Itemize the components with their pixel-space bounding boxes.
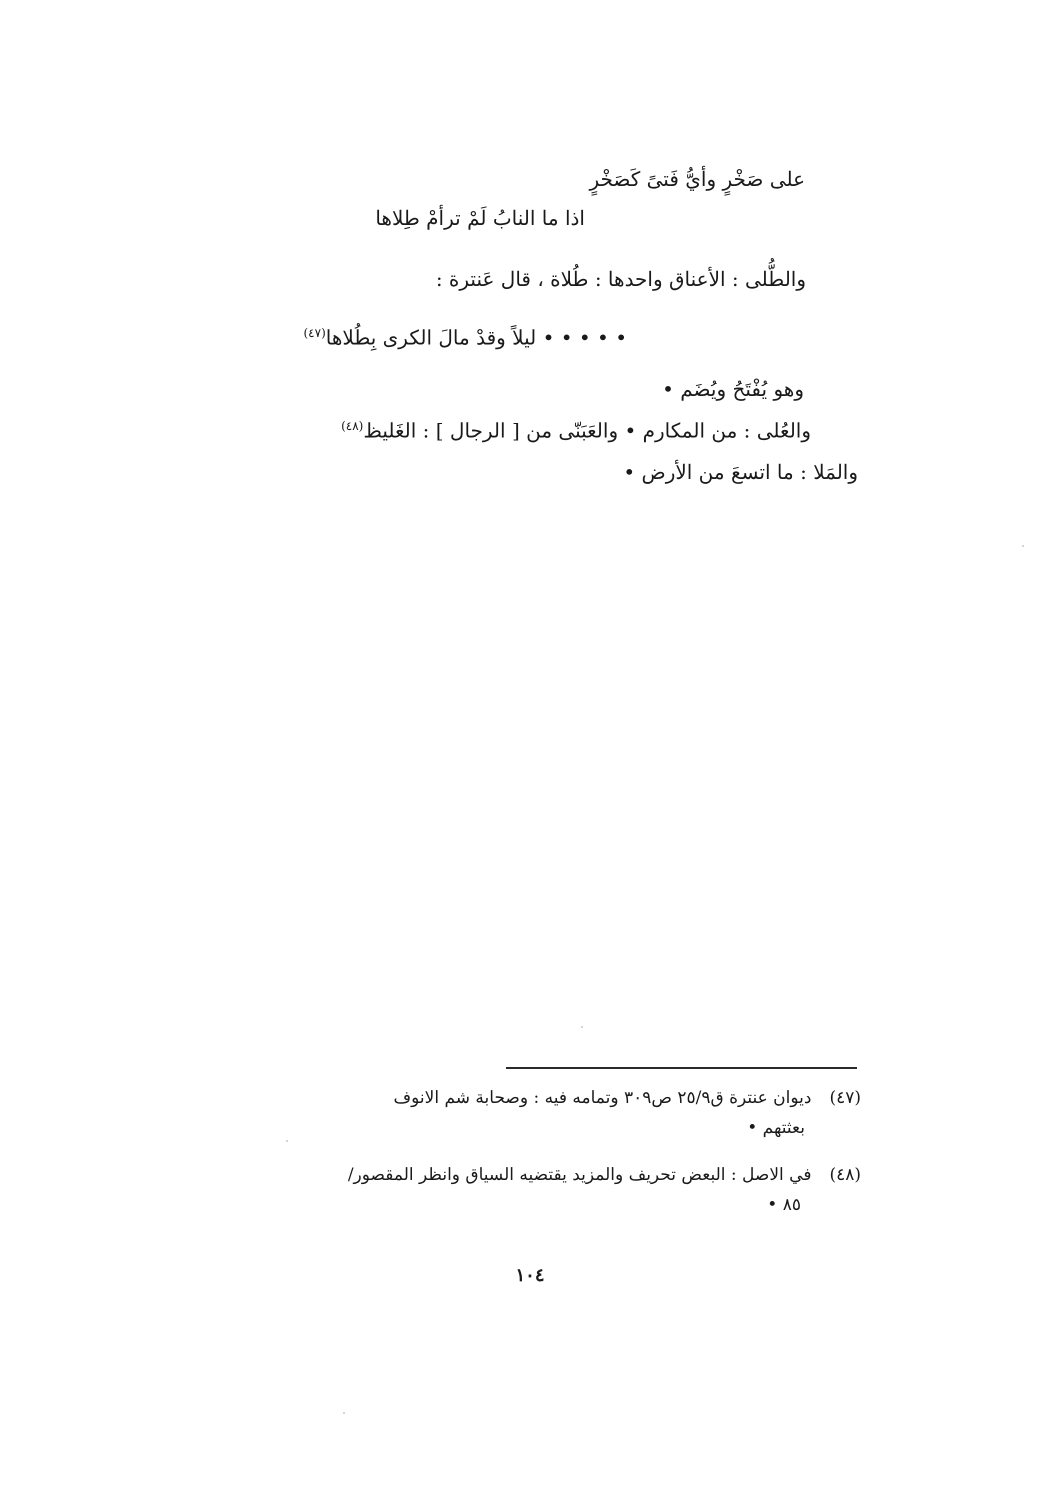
scan-speck — [581, 1026, 583, 1028]
footnote-text: في الاصل : البعض تحريف والمزيد يقتضيه السياق وانظر المقصور/ — [347, 1165, 812, 1185]
footnote-48-continued: ٨٥ • — [767, 1195, 801, 1215]
footnote-number: (٤٨) — [829, 1165, 861, 1185]
footnote-text: ديوان عنترة ق٢٥/٩ ص٣٠٩ وتمامه فيه : وصحابة شم الانوف — [393, 1088, 812, 1108]
body-text: والعُلى : من المكارم • والعَبَنّى من [ الرجال ] : الغَليظ — [363, 418, 811, 443]
verse-text: • • • • • ليلاً وقدْ مالَ الكرى بِطُلاها — [325, 325, 627, 350]
body-line-5: وهو يُفْتَحُ ويُضَم • — [662, 377, 804, 401]
scan-speck — [343, 1412, 345, 1414]
verse-line-1: على صَخْرٍ وأيُّ فَتىً كَصَخْرٍ — [589, 167, 805, 191]
verse-line-4 — [303, 318, 627, 353]
verse-line-2: اذا ما النابُ لَمْ ترأمْ طِلاها — [375, 206, 585, 230]
footnote-47 — [394, 1085, 861, 1111]
scan-speck — [286, 1140, 288, 1142]
footnote-47-continued: بعثتهم • — [747, 1118, 805, 1138]
footnote-number: (٤٧) — [829, 1088, 861, 1108]
body-line-7: والمَلا : ما اتسعَ من الأرض • — [623, 460, 858, 484]
body-line-6 — [341, 411, 811, 446]
body-line-3: والطُّلى : الأعناق واحدها : طُلاة ، قال عَنترة : — [435, 267, 806, 291]
footnote-ref-47: (٤٧) — [303, 326, 326, 340]
page-number: ١٠٤ — [515, 1265, 545, 1286]
footnote-ref-48: (٤٨) — [341, 419, 364, 433]
scan-speck — [1022, 545, 1024, 547]
footnote-48 — [348, 1162, 861, 1188]
footnote-divider — [506, 1067, 857, 1069]
